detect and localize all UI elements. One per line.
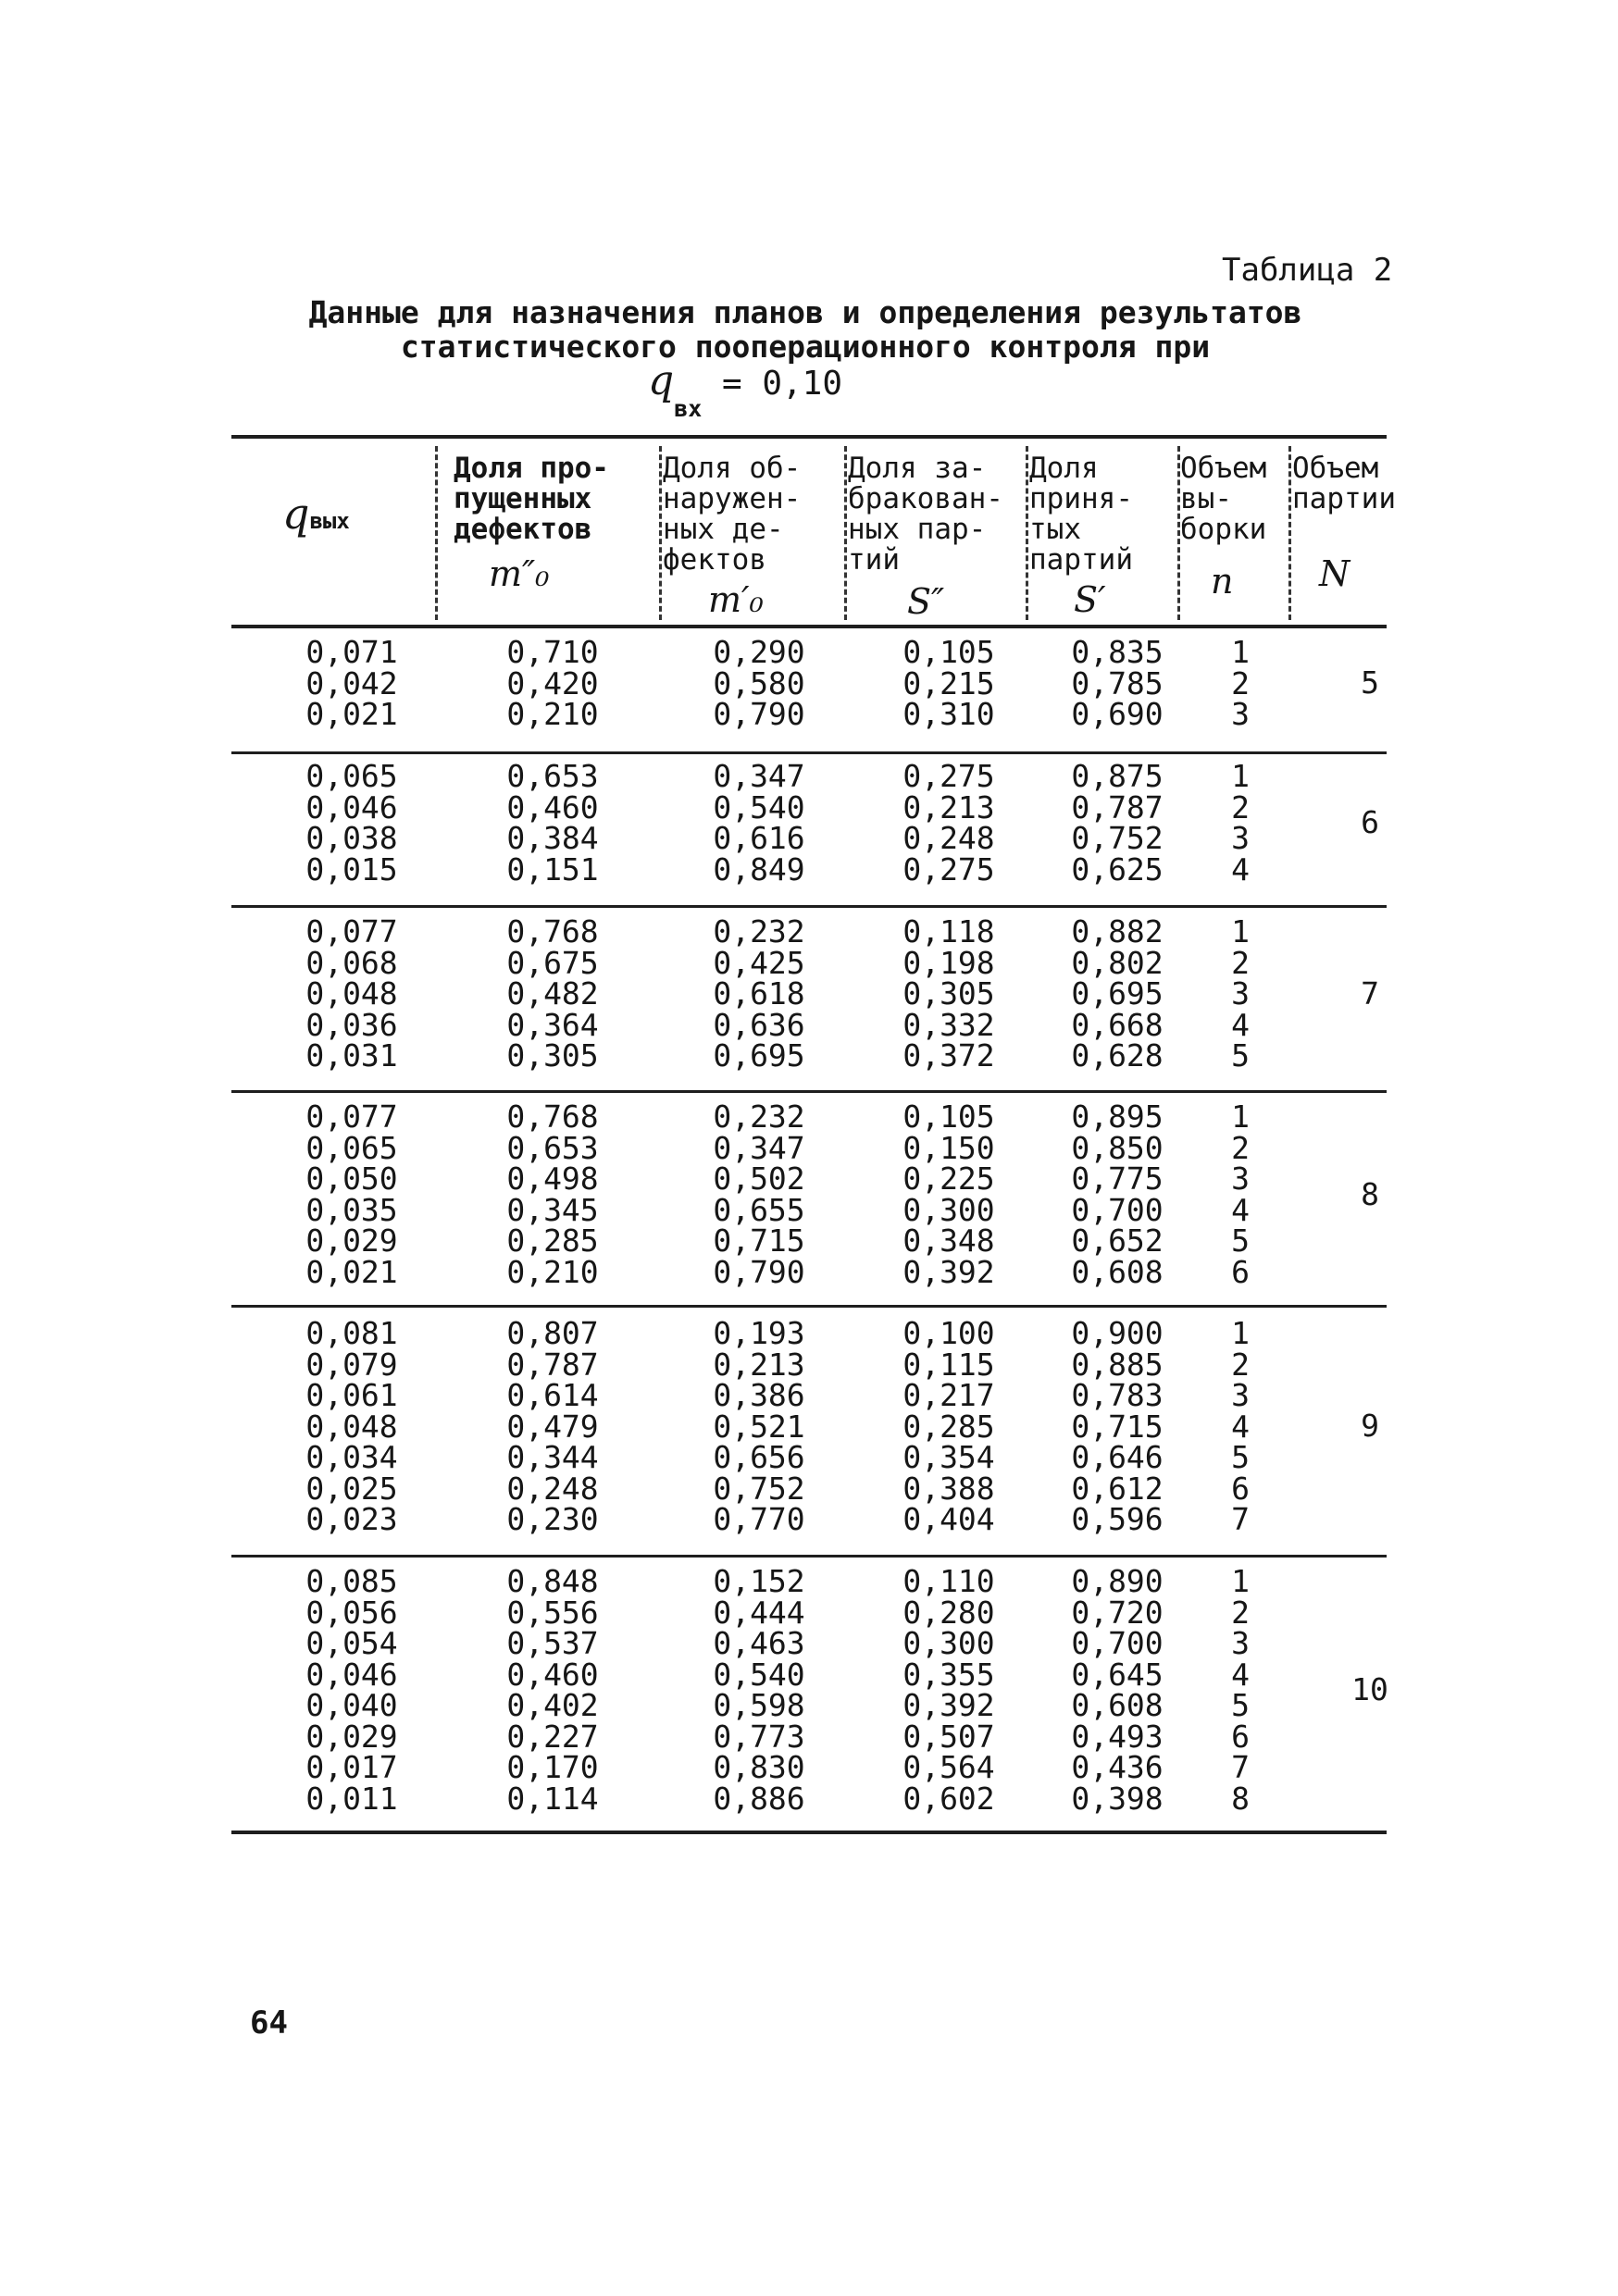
table-cell: 0,105 <box>902 634 995 670</box>
table-cell: 0,290 <box>713 634 805 670</box>
header-q-symbol: q <box>282 489 310 539</box>
table-cell: 2 <box>1231 1129 1250 1166</box>
group-separator <box>231 1090 1387 1093</box>
table-cell: 0,115 <box>902 1346 995 1383</box>
table-cell: 0,398 <box>1071 1780 1164 1817</box>
table-cell: 0,885 <box>1071 1346 1164 1383</box>
column-missed-defects <box>483 1098 622 1290</box>
column-q-out <box>282 1315 421 1537</box>
column-sample-size <box>1213 1315 1268 1537</box>
table-cell: 0,668 <box>1071 1006 1164 1043</box>
table-cell: 0,305 <box>902 975 995 1011</box>
table-cell: 0,807 <box>506 1315 599 1351</box>
column-detected-defects <box>690 913 828 1074</box>
group-separator <box>231 751 1387 754</box>
table-cell: 0,275 <box>902 758 995 794</box>
table-cell: 0,038 <box>305 820 398 856</box>
table-cell: 0,040 <box>305 1687 398 1723</box>
table-cell: 5 <box>1231 1687 1250 1723</box>
table-cell: 3 <box>1231 975 1250 1011</box>
table-cell: 0,118 <box>902 913 995 949</box>
table-cell: 0,710 <box>506 634 599 670</box>
header-detected-defects: Доля об- наружен- ных де- фектов <box>663 452 802 577</box>
column-rejected-lots <box>879 634 1018 732</box>
table-cell: 0,347 <box>713 1129 805 1166</box>
table-cell: 0,025 <box>305 1470 398 1507</box>
header-rejected-symbol: S″ <box>907 581 945 622</box>
header-accepted-lots: Доля приня- тых партий <box>1029 452 1133 577</box>
table-cell: 0,248 <box>506 1470 599 1507</box>
q-input-formula <box>648 357 843 422</box>
column-sample-size <box>1213 634 1268 732</box>
column-detected-defects <box>690 758 828 887</box>
table-cell: 8 <box>1231 1780 1250 1817</box>
lot-size-value: 5 <box>1361 664 1379 701</box>
table-cell: 0,210 <box>506 696 599 732</box>
header-detected-symbol: m′₀ <box>708 579 764 620</box>
table-title-line-1 <box>231 294 1379 330</box>
column-divider <box>1026 446 1028 620</box>
table-cell: 0,787 <box>1071 788 1164 825</box>
table-cell: 0,114 <box>506 1780 599 1817</box>
q-subscript: вх <box>674 395 703 422</box>
table-cell: 0,011 <box>305 1780 398 1817</box>
column-accepted-lots <box>1048 1098 1187 1290</box>
table-cell: 0,105 <box>902 1098 995 1135</box>
table-cell: 0,493 <box>1071 1718 1164 1755</box>
column-accepted-lots <box>1048 1563 1187 1817</box>
header-accepted-symbol: S′ <box>1074 579 1106 620</box>
table-cell: 4 <box>1231 1656 1250 1693</box>
table-cell: 0,675 <box>506 944 599 981</box>
table-cell: 0,616 <box>713 820 805 856</box>
table-cell: 0,227 <box>506 1718 599 1755</box>
table-cell: 2 <box>1231 1346 1250 1383</box>
table-group <box>231 1098 1387 1290</box>
table-cell: 3 <box>1231 1160 1250 1197</box>
table-cell: 0,498 <box>506 1160 599 1197</box>
table-cell: 0,280 <box>902 1594 995 1631</box>
table-cell: 0,787 <box>506 1346 599 1383</box>
table-cell: 0,015 <box>305 850 398 887</box>
table-cell: 0,386 <box>713 1377 805 1413</box>
table-cell: 0,077 <box>305 1098 398 1135</box>
table-cell: 0,300 <box>902 1191 995 1228</box>
column-accepted-lots <box>1048 758 1187 887</box>
table-cell: 0,081 <box>305 1315 398 1351</box>
table-cell: 6 <box>1231 1470 1250 1507</box>
table-cell: 0,656 <box>713 1439 805 1475</box>
table-cell: 0,345 <box>506 1191 599 1228</box>
table-cell: 0,715 <box>1071 1408 1164 1445</box>
column-q-out <box>282 1563 421 1817</box>
table-cell: 0,715 <box>713 1222 805 1259</box>
table-cell: 0,653 <box>506 1129 599 1166</box>
table-cell: 0,077 <box>305 913 398 949</box>
table-cell: 0,354 <box>902 1439 995 1475</box>
header-bottom-rule <box>231 625 1387 628</box>
table-cell: 0,645 <box>1071 1656 1164 1693</box>
group-separator <box>231 905 1387 908</box>
table-cell: 0,690 <box>1071 696 1164 732</box>
table-cell: 0,029 <box>305 1718 398 1755</box>
table-cell: 0,355 <box>902 1656 995 1693</box>
table-cell: 0,850 <box>1071 1129 1164 1166</box>
table-cell: 0,305 <box>506 1037 599 1074</box>
table-cell: 3 <box>1231 1377 1250 1413</box>
table-cell: 4 <box>1231 1191 1250 1228</box>
table-title-text-1: Данные для назначения планов и определения результатов <box>308 294 1302 330</box>
table-cell: 0,392 <box>902 1687 995 1723</box>
table-group <box>231 634 1387 732</box>
table-cell: 0,048 <box>305 1408 398 1445</box>
lot-size-value: 9 <box>1361 1408 1379 1445</box>
table-cell: 0,521 <box>713 1408 805 1445</box>
table-cell: 0,479 <box>506 1408 599 1445</box>
header-rejected-lots: Доля за- бракован- ных пар- тий <box>848 452 1003 577</box>
table-cell: 0,752 <box>1071 820 1164 856</box>
table-cell: 0,372 <box>902 1037 995 1074</box>
table-cell: 2 <box>1231 664 1250 701</box>
table-cell: 0,768 <box>506 1098 599 1135</box>
column-detected-defects <box>690 1098 828 1290</box>
lot-size-value: 10 <box>1351 1671 1388 1707</box>
column-sample-size <box>1213 1563 1268 1817</box>
table-cell: 0,213 <box>713 1346 805 1383</box>
table-cell: 0,612 <box>1071 1470 1164 1507</box>
table-cell: 0,890 <box>1071 1563 1164 1599</box>
table-cell: 0,783 <box>1071 1377 1164 1413</box>
table-cell: 0,023 <box>305 1501 398 1537</box>
table-cell: 0,460 <box>506 788 599 825</box>
table-cell: 0,392 <box>902 1253 995 1290</box>
table-cell: 0,085 <box>305 1563 398 1599</box>
column-rejected-lots <box>879 1315 1018 1537</box>
column-q-out <box>282 758 421 887</box>
table-cell: 0,720 <box>1071 1594 1164 1631</box>
table-cell: 2 <box>1231 788 1250 825</box>
table-group <box>231 1315 1387 1537</box>
table-cell: 0,150 <box>902 1129 995 1166</box>
lot-size-value: 6 <box>1361 804 1379 840</box>
table-cell: 0,768 <box>506 913 599 949</box>
table-cell: 5 <box>1231 1439 1250 1475</box>
table-cell: 0,646 <box>1071 1439 1164 1475</box>
table-cell: 0,482 <box>506 975 599 1011</box>
table-cell: 0,225 <box>902 1160 995 1197</box>
lot-size-value: 8 <box>1361 1175 1379 1212</box>
table-cell: 2 <box>1231 944 1250 981</box>
table-cell: 4 <box>1231 850 1250 887</box>
table-cell: 0,404 <box>902 1501 995 1537</box>
column-divider <box>844 446 847 620</box>
table-cell: 0,875 <box>1071 758 1164 794</box>
table-title-text-2: статистического пооперационного контроля при <box>400 329 1211 365</box>
table-cell: 0,402 <box>506 1687 599 1723</box>
column-detected-defects <box>690 1563 828 1817</box>
header-lot-size: Объем партии <box>1292 452 1396 515</box>
table-cell: 0,035 <box>305 1191 398 1228</box>
table-cell: 0,653 <box>506 758 599 794</box>
table-cell: 0,700 <box>1071 1625 1164 1661</box>
header-q-subscript: вых <box>309 508 350 534</box>
table-cell: 0,848 <box>506 1563 599 1599</box>
table-cell: 0,608 <box>1071 1687 1164 1723</box>
column-sample-size <box>1213 1098 1268 1290</box>
table-cell: 0,564 <box>902 1749 995 1785</box>
table-cell: 0,036 <box>305 1006 398 1043</box>
table-cell: 0,835 <box>1071 634 1164 670</box>
table-cell: 7 <box>1231 1749 1250 1785</box>
table-group <box>231 758 1387 887</box>
table-cell: 0,502 <box>713 1160 805 1197</box>
table-cell: 0,895 <box>1071 1098 1164 1135</box>
table-group <box>231 1563 1388 1817</box>
table-cell: 0,655 <box>713 1191 805 1228</box>
table-cell: 0,065 <box>305 1129 398 1166</box>
column-missed-defects <box>483 758 622 887</box>
table-cell: 0,042 <box>305 664 398 701</box>
table-cell: 0,790 <box>713 696 805 732</box>
table-cell: 0,198 <box>902 944 995 981</box>
table-cell: 0,882 <box>1071 913 1164 949</box>
table-cell: 0,021 <box>305 1253 398 1290</box>
table-cell: 0,046 <box>305 1656 398 1693</box>
table-cell: 0,886 <box>713 1780 805 1817</box>
table-cell: 0,507 <box>902 1718 995 1755</box>
table-cell: 0,770 <box>713 1501 805 1537</box>
table-cell: 0,061 <box>305 1377 398 1413</box>
table-cell: 0,444 <box>713 1594 805 1631</box>
column-divider <box>435 446 438 620</box>
table-cell: 6 <box>1231 1718 1250 1755</box>
table-cell: 0,802 <box>1071 944 1164 981</box>
table-group <box>231 913 1387 1074</box>
table-cell: 0,614 <box>506 1377 599 1413</box>
table-cell: 0,344 <box>506 1439 599 1475</box>
column-missed-defects <box>483 913 622 1074</box>
table-cell: 0,388 <box>902 1470 995 1507</box>
table-cell: 0,300 <box>902 1625 995 1661</box>
table-label: Таблица 2 <box>1222 252 1393 289</box>
table-cell: 0,628 <box>1071 1037 1164 1074</box>
table-cell: 0,217 <box>902 1377 995 1413</box>
table-cell: 0,193 <box>713 1315 805 1351</box>
table-cell: 1 <box>1231 1098 1250 1135</box>
table-cell: 0,608 <box>1071 1253 1164 1290</box>
table-cell: 4 <box>1231 1408 1250 1445</box>
column-detected-defects <box>690 1315 828 1537</box>
table-cell: 7 <box>1231 1501 1250 1537</box>
column-q-out <box>282 634 421 732</box>
column-accepted-lots <box>1048 634 1187 732</box>
table-cell: 3 <box>1231 1625 1250 1661</box>
table-cell: 0,463 <box>713 1625 805 1661</box>
table-cell: 0,384 <box>506 820 599 856</box>
table-cell: 1 <box>1231 1315 1250 1351</box>
table-cell: 0,071 <box>305 634 398 670</box>
table-cell: 0,232 <box>713 1098 805 1135</box>
table-cell: 0,364 <box>506 1006 599 1043</box>
table-cell: 0,285 <box>902 1408 995 1445</box>
table-cell: 0,695 <box>713 1037 805 1074</box>
table-cell: 0,170 <box>506 1749 599 1785</box>
table-cell: 6 <box>1231 1253 1250 1290</box>
page-number: 64 <box>250 2004 288 2042</box>
table-cell: 0,460 <box>506 1656 599 1693</box>
column-missed-defects <box>483 634 622 732</box>
column-divider <box>1288 446 1291 620</box>
q-symbol: q <box>648 357 675 404</box>
table-cell: 0,790 <box>713 1253 805 1290</box>
table-cell: 0,017 <box>305 1749 398 1785</box>
table-cell: 5 <box>1231 1222 1250 1259</box>
table-cell: 0,900 <box>1071 1315 1164 1351</box>
table-cell: 0,050 <box>305 1160 398 1197</box>
table-cell: 0,849 <box>713 850 805 887</box>
table-cell: 1 <box>1231 1563 1250 1599</box>
table-cell: 0,625 <box>1071 850 1164 887</box>
table-cell: 0,695 <box>1071 975 1164 1011</box>
table-cell: 0,652 <box>1071 1222 1164 1259</box>
header-sample-symbol: n <box>1211 561 1234 602</box>
group-separator <box>231 1555 1387 1558</box>
table-cell: 0,100 <box>902 1315 995 1351</box>
column-rejected-lots <box>879 1563 1018 1817</box>
table-cell: 0,054 <box>305 1625 398 1661</box>
column-missed-defects <box>483 1315 622 1537</box>
column-q-out <box>282 913 421 1074</box>
table-cell: 1 <box>1231 913 1250 949</box>
table-cell: 0,210 <box>506 1253 599 1290</box>
table-cell: 0,332 <box>902 1006 995 1043</box>
table-cell: 0,425 <box>713 944 805 981</box>
table-cell: 0,420 <box>506 664 599 701</box>
table-cell: 1 <box>1231 758 1250 794</box>
table-cell: 0,700 <box>1071 1191 1164 1228</box>
table-cell: 0,348 <box>902 1222 995 1259</box>
header-missed-symbol: m″₀ <box>489 553 550 594</box>
header-q-out <box>282 489 350 539</box>
column-rejected-lots <box>879 758 1018 887</box>
table-top-rule <box>231 435 1387 439</box>
column-divider <box>659 446 662 620</box>
table-cell: 0,031 <box>305 1037 398 1074</box>
table-cell: 0,636 <box>713 1006 805 1043</box>
table-cell: 0,773 <box>713 1718 805 1755</box>
table-cell: 0,151 <box>506 850 599 887</box>
table-cell: 0,068 <box>305 944 398 981</box>
header-lot-symbol: N <box>1319 553 1350 594</box>
table-cell: 4 <box>1231 1006 1250 1043</box>
table-cell: 0,021 <box>305 696 398 732</box>
group-separator <box>231 1305 1387 1308</box>
table-cell: 1 <box>1231 634 1250 670</box>
column-rejected-lots <box>879 1098 1018 1290</box>
column-accepted-lots <box>1048 913 1187 1074</box>
table-cell: 0,540 <box>713 788 805 825</box>
table-cell: 0,540 <box>713 1656 805 1693</box>
table-cell: 0,029 <box>305 1222 398 1259</box>
table-cell: 0,079 <box>305 1346 398 1383</box>
table-cell: 0,436 <box>1071 1749 1164 1785</box>
table-cell: 0,537 <box>506 1625 599 1661</box>
table-cell: 0,752 <box>713 1470 805 1507</box>
table-bottom-rule <box>231 1831 1387 1834</box>
table-cell: 0,830 <box>713 1749 805 1785</box>
table-cell: 0,065 <box>305 758 398 794</box>
column-q-out <box>282 1098 421 1290</box>
table-cell: 0,056 <box>305 1594 398 1631</box>
column-sample-size <box>1213 913 1268 1074</box>
table-cell: 0,110 <box>902 1563 995 1599</box>
table-cell: 5 <box>1231 1037 1250 1074</box>
table-cell: 3 <box>1231 820 1250 856</box>
table-cell: 0,232 <box>713 913 805 949</box>
table-cell: 0,048 <box>305 975 398 1011</box>
table-cell: 0,034 <box>305 1439 398 1475</box>
column-detected-defects <box>690 634 828 732</box>
column-rejected-lots <box>879 913 1018 1074</box>
table-cell: 2 <box>1231 1594 1250 1631</box>
table-cell: 0,310 <box>902 696 995 732</box>
table-cell: 0,275 <box>902 850 995 887</box>
column-accepted-lots <box>1048 1315 1187 1537</box>
table-cell: 0,213 <box>902 788 995 825</box>
table-cell: 0,602 <box>902 1780 995 1817</box>
table-cell: 0,598 <box>713 1687 805 1723</box>
q-value: = 0,10 <box>721 365 843 403</box>
table-cell: 0,152 <box>713 1563 805 1599</box>
table-cell: 0,618 <box>713 975 805 1011</box>
column-sample-size <box>1213 758 1268 887</box>
table-cell: 0,556 <box>506 1594 599 1631</box>
column-missed-defects <box>483 1563 622 1817</box>
header-sample-size: Объем вы- борки <box>1180 452 1267 546</box>
table-cell: 0,215 <box>902 664 995 701</box>
table-cell: 0,347 <box>713 758 805 794</box>
table-cell: 0,046 <box>305 788 398 825</box>
table-cell: 3 <box>1231 696 1250 732</box>
table-cell: 0,230 <box>506 1501 599 1537</box>
table-cell: 0,248 <box>902 820 995 856</box>
table-cell: 0,785 <box>1071 664 1164 701</box>
table-cell: 0,596 <box>1071 1501 1164 1537</box>
header-missed-defects: Доля про- пущенных дефектов <box>454 452 609 546</box>
lot-size-value: 7 <box>1361 974 1379 1011</box>
table-cell: 0,775 <box>1071 1160 1164 1197</box>
table-cell: 0,580 <box>713 664 805 701</box>
table-cell: 0,285 <box>506 1222 599 1259</box>
